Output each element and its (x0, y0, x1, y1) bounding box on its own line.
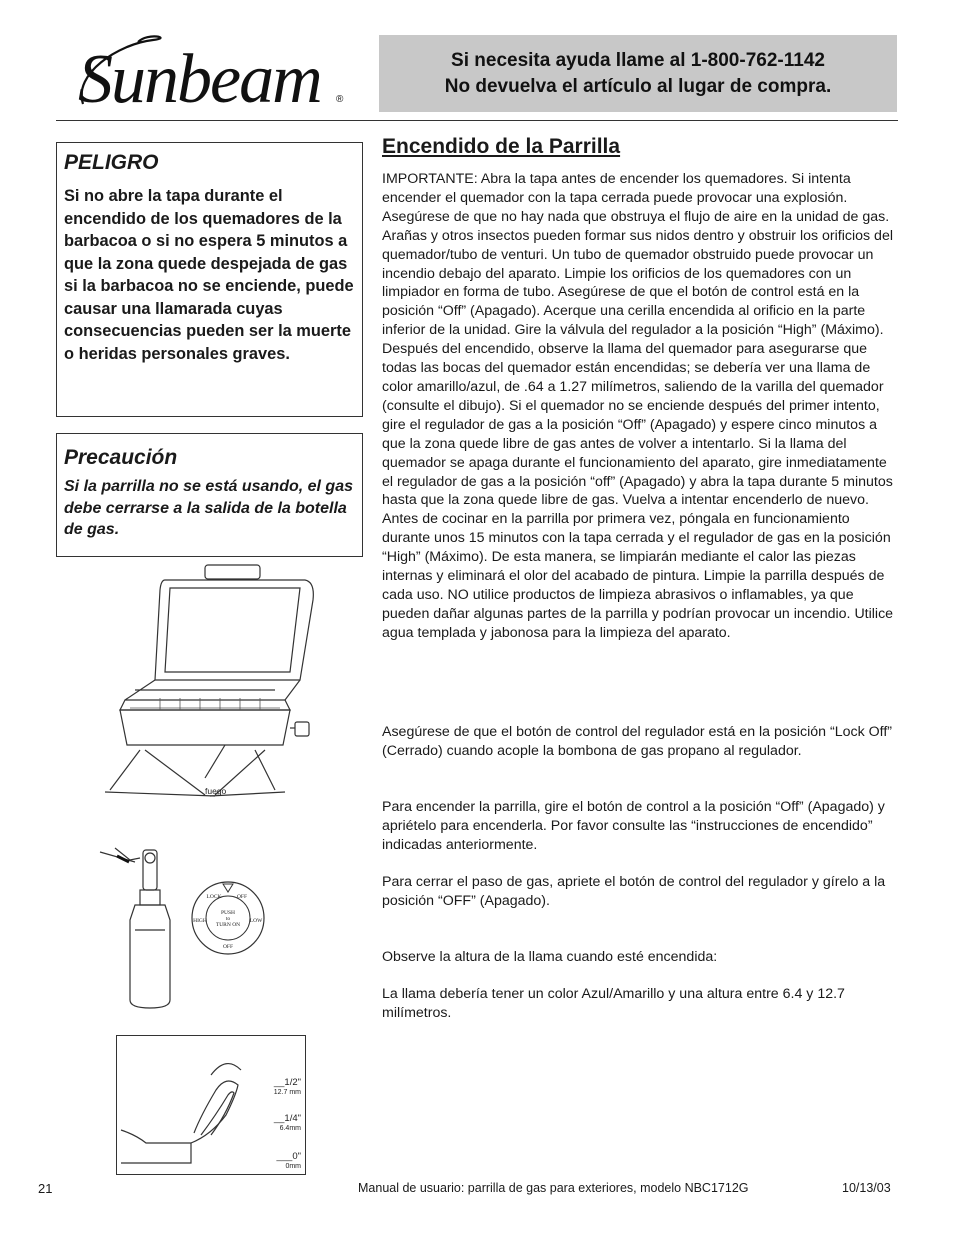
caution-text: Si la parrilla no se está usando, el gas debe cerrarse a la salida de la botella de gas. (64, 478, 353, 538)
help-line-return: No devuelva el artículo al lugar de compra. (444, 75, 832, 97)
knob-label-high: HIGH (193, 918, 207, 924)
flame-color-paragraph: La llama debería tener un color Azul/Amarillo y una altura entre 6.4 y 12.7 milímetros. (382, 986, 845, 1021)
caution-box (56, 433, 363, 557)
scale-zero-inch: ___0" (276, 1151, 301, 1162)
flame-height-paragraph: Observe la altura de la llama cuando esté encendida: (382, 949, 718, 965)
scale-quarter-mm: 6.4mm (279, 1125, 301, 1132)
header-divider (56, 120, 898, 121)
flame-height-figure (116, 1035, 306, 1175)
caution-title: Precaución (64, 446, 178, 469)
grill-drawing (105, 560, 330, 810)
knob-drawing (188, 878, 268, 958)
section-title: Encendido de la Parrilla (382, 135, 621, 158)
scale-quarter-inch: __1/4" (273, 1113, 301, 1124)
knob-label-to: to (225, 916, 231, 922)
brand-logo-graphic (78, 34, 358, 116)
knob-label-off-bottom: OFF (222, 944, 234, 950)
help-banner (379, 35, 897, 112)
footer-date: 10/13/03 (842, 1181, 891, 1195)
shutoff-paragraph: Para cerrar el paso de gas, apriete el botón de control del regulador y gírelo a la posición “OFF” (Apagado). (382, 874, 886, 909)
help-line-phone: Si necesita ayuda llame al 1-800-762-1142 (451, 49, 825, 71)
grill-illustration (105, 560, 330, 810)
brand-name: Sunbeam (78, 41, 321, 116)
grill-label-fuego: fuego (205, 786, 227, 796)
brand-logo (78, 34, 358, 116)
knob-label-turn-on: TURN ON (215, 922, 241, 928)
scale-half-mm: 12.7 mm (273, 1089, 301, 1096)
scale-zero-mm: 0mm (285, 1163, 301, 1170)
ignite-paragraph: Para encender la parrilla, gire el botón de control a la posición “Off” (Apagado) y apriételo para encenderla. Por favor consulte las “instrucciones de encendido” indicadas anteriormente. (382, 799, 885, 853)
danger-box (56, 142, 363, 417)
flame-drawing (116, 1035, 306, 1175)
knob-label-lock: LOCK (206, 894, 222, 900)
scale-half-inch: __1/2" (273, 1077, 301, 1088)
knob-label-off: OFF (236, 894, 248, 900)
lock-off-paragraph: Asegúrese de que el botón de control del regulador está en la posición “Lock Off” (Cerrado) cuando acople la bombona de gas propano al regulador. (382, 724, 893, 759)
control-knob-illustration (188, 878, 268, 958)
registered-mark: ® (336, 94, 344, 105)
lighting-instructions: IMPORTANTE: Abra la tapa antes de encender los quemadores. Si intenta encender el quemador con la tapa cerrada puede provocar una explosión. Asegúrese de que no hay nada que obstruya el flujo de aire en la unidad de gas. Arañas y otros insectos pueden formar sus nidos dentro y obstruir los orificios del quemador/tubo de venturi. Un tubo de quemador obstruido puede provocar un incendio debajo del aparato. Limpie los orificios de los quemadores con un limpiador en forma de tubo. Asegúrese de que el botón de control está en la posición “Off” (Apagado). Acerque una cerilla encendida al orificio en la parte inferior de la unidad. Gire la válvula del regulador a la posición “High” (Máximo). Después del encendido, observe la llama del quemador para asegurarse que todas las bocas del quemador están encendidas; se debería ver una llama de color amarillo/azul, de .64 a 1.27 milímetros, saliendo de la varilla del quemador (consulte el dibujo). Si el quemador no se enciende después del primer intento, gire el regulador de gas a la posición “Off” (Apagado) y espere cinco minutos a que la zona quede libre de gas antes de volver a intentarlo. Si la llama del quemador se apaga durante el funcionamiento del aparato, gire inmediatamente el regulador de gas a la posición “off” (Apagado) y abra la tapa durante 5 minutos hasta que la zona quede libre de gas. Vuelva a intentar encenderlo de nuevo. Antes de cocinar en la parrilla por primera vez, póngala en funcionamiento durante unos 15 minutos con la tapa cerrada y el regulador de gas en la posición “High” (Máximo). De esta manera, se limpiarán mediante el calor las piezas internas y eliminará el olor del acabado de pintura. Limpie la parrilla después de cada uso. NO utilice productos de limpieza abrasivos o inflamables, ya que pueden dañar algunas partes de la parrilla y podrían provocar un incendio. Utilice agua templada y jabonosa para la limpieza del aparato. (382, 171, 894, 641)
knob-label-push: PUSH (220, 910, 236, 916)
footer-manual-title: Manual de usuario: parrilla de gas para exteriores, modelo NBC1712G (358, 1181, 749, 1195)
danger-text: Si no abre la tapa durante el encendido de los quemadores de la barbacoa o si no espera 5 minutos a que la zona quede despejada de gas si la barbacoa no se enciende, puede causar una llamarada cuyas consecuencias pueden ser la muerte o heridas personales graves. (64, 187, 354, 363)
page-number: 21 (38, 1181, 53, 1196)
danger-title: PELIGRO (64, 151, 159, 174)
knob-label-low: LOW (249, 918, 263, 924)
